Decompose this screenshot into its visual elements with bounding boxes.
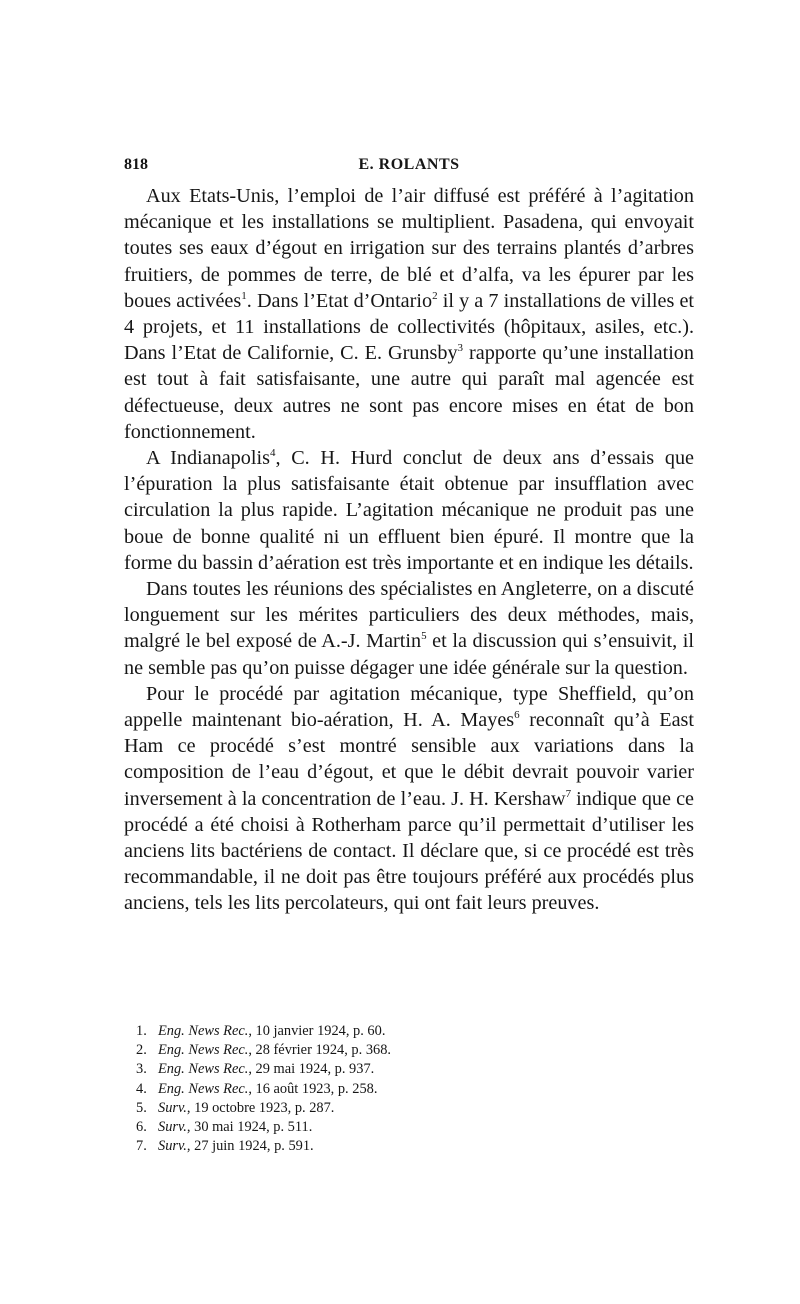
footnote-source: Eng. News Rec. [158,1061,249,1078]
paragraph-1 [124,183,694,445]
paragraph-2 [124,445,694,576]
footnote-6 [136,1118,656,1137]
footnote-number: 4. [136,1080,147,1097]
paragraph-text: rapporte qu’une installation est tout à fait satisfaisante, une autre qui paraît mal agencée est défectueuse, deux autres ne sont pas encore mises en état de bon fonctionnement. [124,342,694,443]
footnote-number: 5. [136,1099,147,1116]
footnote-source: Surv. [158,1138,187,1155]
footnote-number: 2. [136,1042,147,1059]
footnote-details: , 28 février 1924, p. 368. [248,1042,392,1059]
footnote-2 [136,1041,656,1060]
footnotes [136,1022,656,1156]
footnote-reference: 5 [421,630,427,643]
footnote-1 [136,1022,656,1041]
footnote-reference: 6 [514,709,520,722]
paragraph-text: . Dans l’Etat d’Ontario [246,289,433,312]
running-head: E. ROLANTS [358,156,460,173]
footnote-number: 7. [136,1138,147,1155]
footnote-source: Eng. News Rec. [158,1023,249,1039]
footnote-source: Surv. [158,1119,187,1136]
footnote-details: , 10 janvier 1924, p. 60. [248,1023,386,1039]
paragraph-4 [124,681,694,917]
paragraph-text: Dans toutes les réunions des spécialistes en Angleterre, on a discuté longuement sur les mérites particuliers des deux méthodes, mais, malgré le bel exposé de A.-J. Martin [124,578,694,653]
footnote-details: , 16 août 1923, p. 258. [248,1080,378,1097]
footnote-reference: 3 [457,342,464,355]
paragraph-text: et la discussion qui s’ensuivit, il ne semble pas qu’on puisse dégager une idée générale sur la question. [124,630,694,679]
footnote-number: 6. [136,1119,147,1136]
paragraph-3 [124,576,694,681]
page-header [124,156,694,178]
paragraph-text: , C. H. Hurd conclut de deux ans d’essais que l’épuration la plus satisfaisante était obtenue par insufflation avec circulation la plus rapide. L’agitation mécanique ne produit pas une boue de bonne qualité ni un effluent bien épuré. Il montre que la forme du bassin d’aération est très importante et en indique les détails. [124,447,694,574]
paragraph-text: Pour le procédé par agitation mécanique, type Sheffield, qu’on appelle maintenant bio-aération, H. A. Mayes [124,682,694,732]
footnote-reference: 4 [269,447,276,460]
paragraph-text: reconnaît qu’à East Ham ce procédé s’est montré sensible aux variations dans la composition de l’eau d’égout, et que le débit devrait pouvoir varier inversement à la concentration de l’eau. J. H. Kershaw [124,709,694,810]
footnote-reference: 2 [432,289,438,302]
footnote-details: , 19 octobre 1923, p. 287. [186,1099,335,1116]
footnote-details: , 27 juin 1924, p. 591. [186,1138,314,1155]
footnote-number: 1. [136,1023,147,1039]
footnote-number: 3. [136,1061,147,1078]
footnote-4 [136,1080,656,1099]
footnote-5 [136,1099,656,1118]
footnote-7 [136,1137,656,1156]
paragraph-text: indique que ce procédé a été choisi à Rotherham parce qu’il permettait d’utiliser les anciens lits bactériens de contact. Il déclare que, si ce procédé est très recommandable, il ne doit pas être toujours préféré aux procédés plus anciens, tels les lits percolateurs, qui ont fait leurs preuves. [124,787,694,915]
footnote-source: Eng. News Rec. [158,1080,249,1097]
footnote-reference: 7 [565,787,572,800]
footnote-details: , 30 mai 1924, p. 511. [186,1119,313,1136]
footnote-3 [136,1060,656,1079]
paragraph-text: il y a 7 installations de villes et 4 projets, et 11 installations de collectivités (hôpitaux, asiles, etc.). Dans l’Etat de Californie, C. E. Grunsby [124,289,695,365]
page-number: 818 [124,156,148,173]
footnote-source: Eng. News Rec. [158,1042,249,1059]
paragraph-text: Aux Etats-Unis, l’emploi de l’air diffusé est préféré à l’agitation mécanique et les installations se multiplient. Pasadena, qui envoyait toutes ses eaux d’égout en irrigation sur des terrains plantés d’arbres fruitiers, de pommes de terre, de blé et d’alfa, va les épurer par les boues activées [124,185,694,312]
body-text [124,183,694,917]
paragraph-text: A Indianapolis [146,447,270,470]
footnote-reference: 1 [241,289,247,302]
footnote-details: , 29 mai 1924, p. 937. [248,1061,375,1078]
footnote-source: Surv. [158,1099,187,1116]
